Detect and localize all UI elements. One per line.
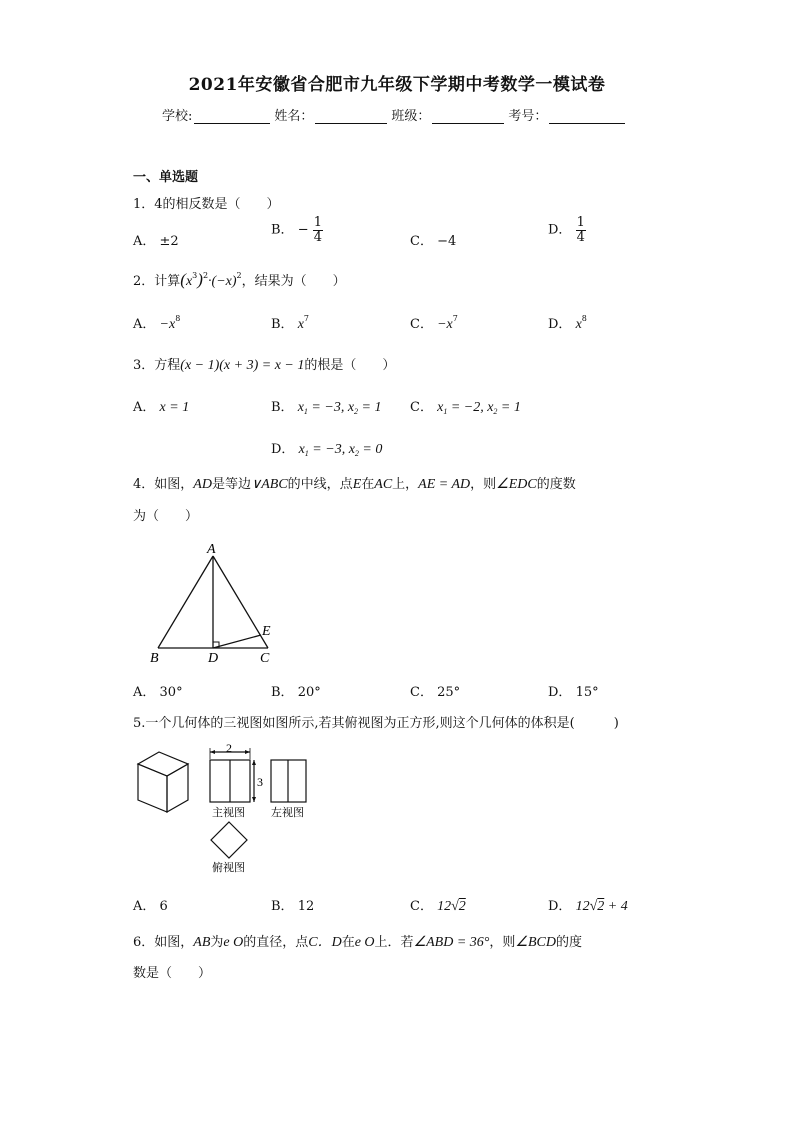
q5-option-b: B． 12 [271, 899, 315, 914]
q4-triangle-figure [140, 538, 290, 668]
label-d: D [208, 651, 219, 666]
label-c: C [260, 651, 270, 666]
q2-option-c: C． $-x^7$ [410, 314, 458, 332]
label-e: E [262, 624, 271, 639]
name-label: 姓名： [274, 109, 314, 124]
q1-option-c: C． −4 [410, 234, 457, 249]
q5-option-a: A． 6 [133, 899, 168, 914]
q4-option-d: D． 15° [548, 685, 599, 700]
question-4-stem-line2: 为（ ） [133, 509, 199, 524]
section-heading: 一、单选题 [133, 170, 199, 185]
q2-option-d: D． $x^8$ [548, 314, 587, 332]
q4-option-a: A． 30° [133, 685, 183, 700]
page-title: 2021年安徽省合肥市九年级下学期中考数学一模试卷 [188, 75, 606, 95]
number-blank [549, 109, 625, 124]
q5-option-c: C． 12√2 [410, 899, 466, 914]
label-b: B [150, 651, 159, 666]
dimension-width: 2 [226, 741, 232, 755]
q2-option-b: B． $x^7$ [271, 314, 310, 332]
question-4-stem-line1: 4．如图，AD是等边∨ABC的中线，点E在AC上，AE = AD，则∠EDC的度数 [133, 477, 576, 492]
top-view-square [211, 822, 247, 858]
question-2-stem: 2．计算$(x^3)^2\cdot(-x)^2$，结果为（ ） [133, 270, 346, 289]
question-5-stem: 5.一个几何体的三视图如图所示,若其俯视图为正方形,则这个几何体的体积是( ) [133, 716, 619, 731]
school-label: 学校: [162, 109, 193, 124]
q4-option-b: B． 20° [271, 685, 321, 700]
q4-option-c: C． 25° [410, 685, 461, 700]
q5-option-d: D． 12√2 + 4 [548, 899, 628, 914]
side-view-label: 左视图 [271, 807, 304, 819]
front-view-label: 主视图 [212, 807, 245, 819]
question-3-stem: 3．方程(x − 1)(x + 3) = x − 1的根是（ ） [133, 358, 396, 373]
top-view-label: 俯视图 [212, 862, 245, 874]
name-blank [315, 109, 387, 124]
prism-right-face [167, 764, 188, 812]
segment-de [213, 635, 261, 648]
side-ab [158, 556, 213, 648]
q5-three-views-figure [130, 740, 330, 880]
dimension-height: 3 [257, 775, 263, 789]
number-label: 考号： [508, 109, 548, 124]
q2-option-a: A． $-x^8$ [133, 314, 181, 332]
class-blank [432, 109, 504, 124]
side-ac [213, 556, 268, 648]
q1-option-d: D． $\frac{1}{4}$ [548, 215, 585, 245]
class-label: 班级： [391, 109, 431, 124]
q1-option-a: A． ±2 [133, 234, 179, 249]
question-6-stem-line2: 数是（ ） [133, 966, 212, 981]
school-blank [194, 109, 270, 124]
student-info-row [162, 105, 629, 124]
question-6-stem-line1: 6．如图，AB为e O的直径，点C．D在e O上．若∠ABD = 36°，则∠BCD的度 [133, 935, 582, 950]
prism-left-face [138, 764, 167, 812]
question-1-stem: 1．4的相反数是（ ） [133, 197, 280, 212]
q3-option-b: B． $x_1 = -3$, $x_2 = 1$ [271, 400, 382, 416]
label-a: A [207, 542, 216, 557]
prism-top-face [138, 752, 188, 776]
q1-option-b: B． − $\frac{1}{4}$ [271, 215, 323, 245]
q3-option-a: A． x = 1 [133, 400, 190, 415]
q3-option-d: D． $x_1 = -3$, $x_2 = 0$ [271, 442, 383, 458]
q3-option-c: C． $x_1 = -2$, $x_2 = 1$ [410, 400, 521, 416]
